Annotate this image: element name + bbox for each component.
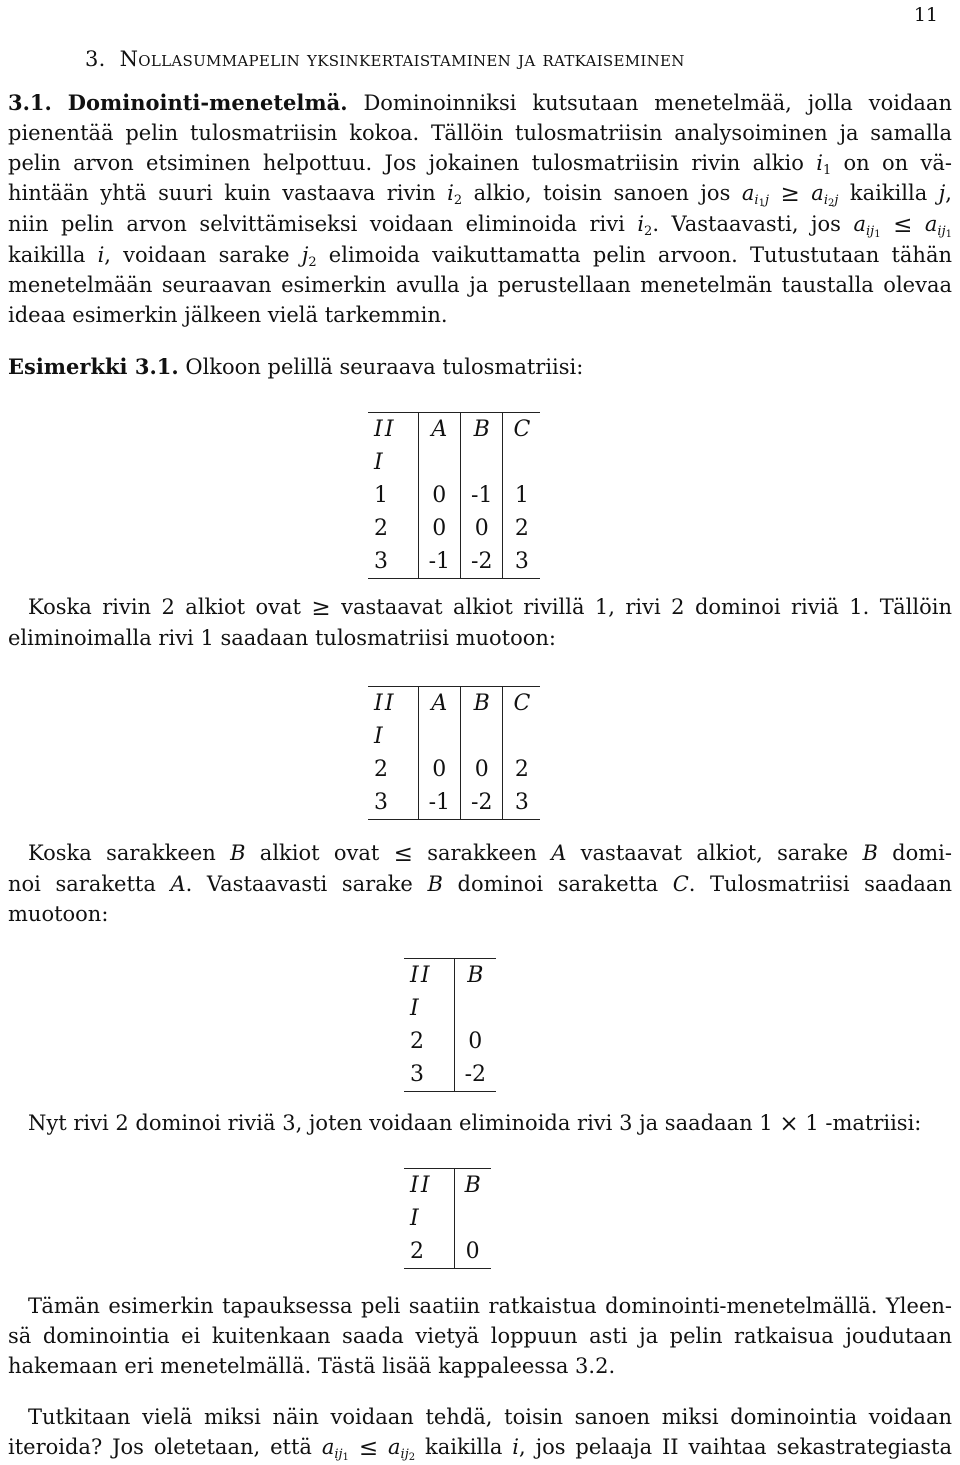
matrix-3-cell: 0 [468,1028,483,1054]
intro-line-7: menetelmään seuraavan esimerkin avulla ja perustellaan menetelmän taustalla olevaa [8,273,952,297]
intro-line-3: pelin arvon etsiminen helpottuu. Jos jokainen tulosmatriisin rivin alkio $i_1$ on on vä- [8,151,952,178]
matrix-1-cell: 1 [514,482,529,508]
paragraph-after-matrix-1 [0,592,960,653]
intro-line-5: niin pelin arvon selvittämiseksi voidaan eliminoida rivi $i_2$. Vastaavasti, jos $a_{ij_1} \le a_{ij_1}$ [8,212,952,240]
matrix-4-corner-top: I I [404,1169,454,1203]
matrix-2-cell: -2 [461,786,503,820]
intro-text-1: Dominoinniksi kutsutaan menetelmää, jolla voidaan [363,91,952,115]
matrix-1-cell: 0 [418,512,460,545]
matrix-1-col-header: A [418,413,460,447]
matrix-2-col-header: B [461,687,503,721]
after-2-line-3: muotoon: [8,902,109,926]
intro-line-1 [8,88,952,118]
section-heading [85,44,960,74]
matrix-2-row-label: 2 [368,753,418,786]
matrix-1-cell: 0 [461,512,503,545]
after-1-line-1: Koska rivin 2 alkiot ovat ≥ vastaavat alkiot rivillä 1, rivi 2 dominoi riviä 1. Tällöin [28,595,952,621]
example-label: Esimerkki 3.1. [8,354,179,379]
payoff-matrix-4 [404,1168,491,1269]
matrix-2-cell: 2 [514,756,529,782]
matrix-1-col-header: C [503,413,540,447]
after-4-line-1: Tämän esimerkin tapauksessa peli saatiin ratkaistua dominointi-menetelmällä. Yleen- [28,1294,952,1318]
matrix-2-cell: -1 [418,786,460,820]
matrix-2-cell: 0 [418,753,460,786]
matrix-3-col-header: B [454,959,496,993]
subsection-title: Dominointi-menetelmä. [67,90,348,115]
paragraph-after-matrix-3 [0,1108,960,1139]
matrix-2-corner-top: I I [368,687,418,721]
matrix-4-row-label: 2 [404,1235,454,1269]
page-number: 11 [913,4,938,26]
intro-line-4: hintään yhtä suuri kuin vastaava rivin $i_2$ alkio, toisin sanoen jos $a_{i_1j} \ge a_{i_2j}$ kaikilla j, [8,181,952,209]
matrix-1-corner-left: I [368,446,418,479]
section-number: 3. [85,47,106,71]
matrix-4-col-header: B [454,1169,491,1203]
matrix-1-col-header: B [461,413,503,447]
after-4-line-2: sä dominointia ei kuitenkaan saada vietyä loppuun asti ja pelin ratkaisua joudutaan [8,1324,952,1348]
matrix-1-cell: 2 [514,515,529,541]
after-4-line-3: hakemaan eri menetelmällä. Tästä lisää kappaleessa 3.2. [8,1354,616,1378]
matrix-2-row-label: 3 [368,786,418,820]
matrix-3-cell: -2 [454,1058,496,1092]
matrix-1-cell: 3 [503,545,540,579]
matrix-1-cell: -1 [461,479,503,512]
matrix-1-row-label: 3 [368,545,418,579]
payoff-matrix-3 [404,958,496,1092]
final-line-1: Tutkitaan vielä miksi näin voidaan tehdä, toisin sanoen miksi dominointia voidaan [28,1405,952,1429]
intro-line-2: pienentää pelin tulosmatriisin kokoa. Tällöin tulosmatriisin analysoiminen ja samalla [8,121,952,145]
matrix-3-corner-left: I [404,992,454,1025]
example-text: Olkoon pelillä seuraava tulosmatriisi: [185,355,584,379]
matrix-1-cell: -2 [461,545,503,579]
matrix-2-cell: 0 [461,753,503,786]
after-1-line-2: eliminoimalla rivi 1 saadaan tulosmatriisi muotoon: [8,626,556,650]
matrix-2-cell: 3 [503,786,540,820]
matrix-2-col-header: A [418,687,460,721]
matrix-2-col-header: C [503,687,540,721]
matrix-3-corner-top: I I [404,959,454,993]
final-line-2: iteroida? Jos oletetaan, että $a_{ij_1} \le a_{ij_2}$ kaikilla i, jos pelaaja II vaihtaa sekastrategiasta [8,1435,952,1463]
section-title: Nollasummapelin yksinkertaistaminen ja ratkaiseminen [119,47,685,71]
intro-line-6: kaikilla i, voidaan sarake $j_2$ elimoida vaikuttamatta pelin arvoon. Tutustutaan tähän [8,243,953,270]
payoff-matrix-2 [368,686,540,820]
paragraph-after-matrix-2 [0,838,960,929]
matrix-1-cell: 0 [418,479,460,512]
matrix-4-cell: 0 [454,1235,491,1269]
matrix-4-corner-left: I [404,1202,454,1235]
payoff-matrix-1 [368,412,540,579]
matrix-3-row-label: 2 [404,1025,454,1058]
after-2-line-2: noi saraketta A. Vastaavasti sarake B dominoi saraketta C. Tulosmatriisi saadaan [8,872,952,896]
matrix-1-cell: -1 [418,545,460,579]
after-2-line-1: Koska sarakkeen B alkiot ovat ≤ sarakkeen A vastaavat alkiot, sarake B domi- [28,841,952,867]
paragraph-after-matrix-4 [0,1291,960,1381]
after-3-line: Nyt rivi 2 dominoi riviä 3, joten voidaan eliminoida rivi 3 ja saadaan 1 × 1 -matriisi: [28,1111,922,1137]
intro-line-8: ideaa esimerkin jälkeen vielä tarkemmin. [8,303,448,327]
matrix-2-corner-left: I [368,720,418,753]
matrix-1-corner-top: I I [368,413,418,447]
final-paragraph [0,1402,960,1463]
intro-paragraph [0,88,960,330]
subsection-number: 3.1. [8,90,52,115]
matrix-3-row-label: 3 [404,1058,454,1092]
matrix-1-row-label: 1 [368,479,418,512]
matrix-1-row-label: 2 [368,512,418,545]
example-heading [0,352,960,382]
